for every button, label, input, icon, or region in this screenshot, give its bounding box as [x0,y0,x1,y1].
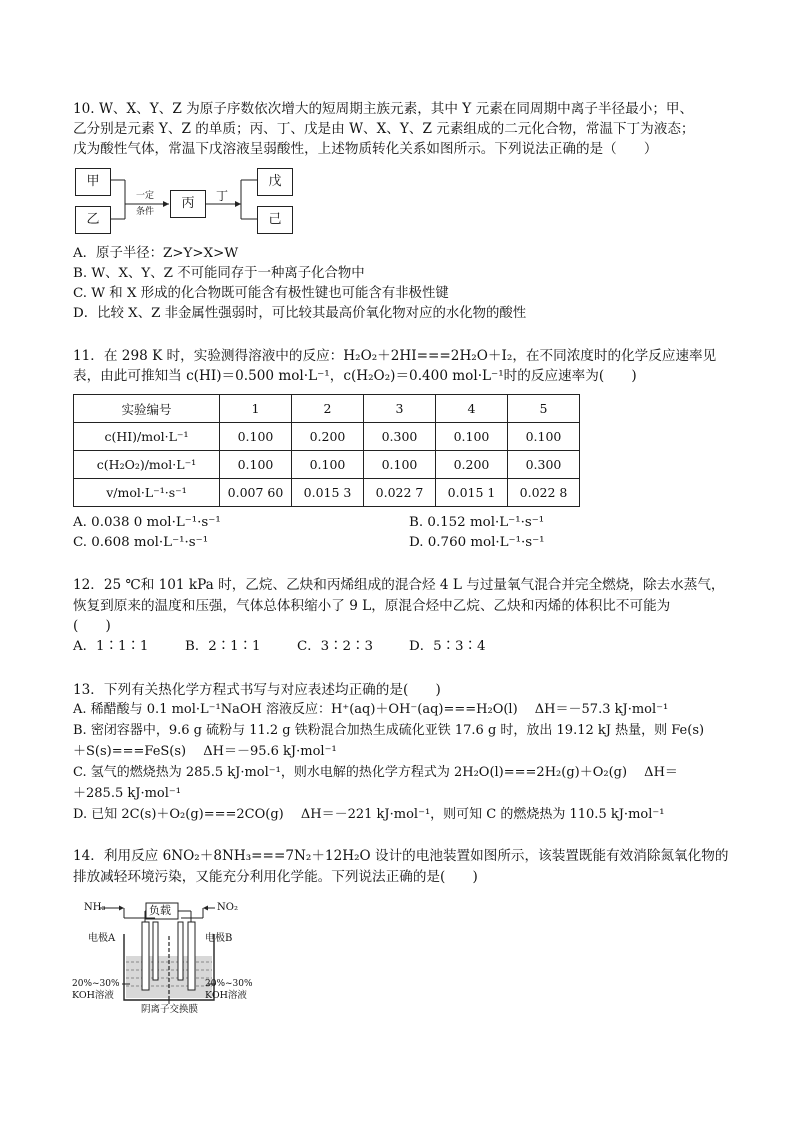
electrode-b-label: 电极B [205,933,233,944]
table-cell: 0.200 [292,423,364,451]
condition-line-2: 条件 [136,207,155,217]
q12-line-2: 恢复到原来的温度和压强，气体总体积缩小了 9 L，原混合烃中乙烷、乙炔和丙烯的体积比不可能为 [73,598,671,614]
table-header-row [74,395,580,423]
membrane-label: 阴离子交换膜 [141,1004,199,1015]
q11-option-b: B. 0.152 mol·L⁻¹·s⁻¹ [409,515,545,530]
table-cell: 0.100 [220,451,292,479]
table-header: 实验编号 [74,395,220,423]
q13-option-b-line-1: B. 密闭容器中，9.6 g 硫粉与 11.2 g 铁粉混合加热生成硫化亚铁 17.6 g 时，放出 19.12 kJ 热量，则 Fe(s) [73,723,705,738]
load-label: 负载 [149,904,171,917]
box-jia: 甲 [75,168,111,196]
q13-option-d: D. 已知 2C(s)＋O₂(g)===2CO(g) ΔH＝－221 kJ·mol⁻¹，则可知 C 的燃烧热为 110.5 kJ·mol⁻¹ [73,807,665,822]
q13-option-c-line-2: ＋285.5 kJ·mol⁻¹ [73,786,181,801]
q10-option-c: C. W 和 X 形成的化合物既可能含有极性键也可能含有非极性键 [73,286,449,301]
q11-option-d: D. 0.760 mol·L⁻¹·s⁻¹ [409,535,545,550]
table-header: 4 [436,395,508,423]
q10-line-1: 10. W、X、Y、Z 为原子序数依次增大的短周期主族元素，其中 Y 元素在同周期中离子半径最小；甲、 [73,101,694,117]
q10-line-2: 乙分别是元素 Y、Z 的单质；丙、丁、戊是由 W、X、Y、Z 元素组成的二元化合物，常温下丁为液态； [73,121,695,137]
koh-solution-left: KOH溶液 [72,990,114,1001]
table-cell: 0.100 [508,423,580,451]
table-cell: 0.022 7 [364,479,436,507]
q13-option-b-line-2: ＋S(s)===FeS(s) ΔH＝－95.6 kJ·mol⁻¹ [73,744,337,759]
table-cell: 0.200 [436,451,508,479]
q12-option-a: A．1∶1∶1 [73,639,149,654]
q13-option-a: A. 稀醋酸与 0.1 mol·L⁻¹NaOH 溶液反应：H⁺(aq)＋OH⁻(aq)===H₂O(l) ΔH＝－57.3 kJ·mol⁻¹ [73,702,669,717]
table-cell: 0.007 60 [220,479,292,507]
table-header: 1 [220,395,292,423]
condition-line-1: 一定 [136,191,155,201]
table-cell: 0.100 [364,451,436,479]
table-cell: 0.100 [436,423,508,451]
q11-line-2: 表，由此可推知当 c(HI)＝0.500 mol·L⁻¹，c(H₂O₂)＝0.400 mol·L⁻¹时的反应速率为( ) [73,368,637,384]
q12-line-1: 12．25 ℃和 101 kPa 时，乙烷、乙炔和丙烯组成的混合烃 4 L 与过量氧气混合并完全燃烧，除去水蒸气， [73,577,725,593]
box-bing: 丙 [170,190,206,218]
table-cell: v/mol·L⁻¹·s⁻¹ [74,479,220,507]
box-yi: 乙 [75,206,111,234]
table-row [74,423,580,451]
q10-option-d: D．比较 X、Z 非金属性强弱时，可比较其最高价氧化物对应的水化物的酸性 [73,306,527,321]
q11-option-c: C. 0.608 mol·L⁻¹·s⁻¹ [73,535,209,550]
table-cell: 0.300 [364,423,436,451]
rate-table [73,394,580,507]
table-cell: 0.100 [220,423,292,451]
q13-option-c-line-1: C. 氢气的燃烧热为 285.5 kJ·mol⁻¹，则水电解的热化学方程式为 2H₂O(l)===2H₂(g)＋O₂(g) ΔH＝ [73,765,678,780]
table-row [74,479,580,507]
q14-line-2: 排放减轻环境污染，又能充分利用化学能。下列说法正确的是( ) [73,869,478,885]
q12-option-d: D．5∶3∶4 [409,639,486,654]
q14-line-1: 14．利用反应 6NO₂＋8NH₃===7N₂＋12H₂O 设计的电池装置如图所示，该装置既能有效消除氮氧化物的 [73,848,729,864]
table-cell: 0.100 [292,451,364,479]
table-header: 3 [364,395,436,423]
koh-solution-right: KOH溶液 [205,990,247,1001]
q10-option-b: B. W、X、Y、Z 不可能同存于一种离子化合物中 [73,266,365,281]
no2-label: NO₂ [217,902,238,913]
q12-option-c: C．3∶2∶3 [297,639,373,654]
table-row [74,451,580,479]
concentration-right: 20%~30% [205,979,253,989]
table-cell: 0.015 3 [292,479,364,507]
concentration-left: 20%~30% [72,979,120,989]
nh3-label: NH₃ [84,902,106,913]
table-header: 5 [508,395,580,423]
q10-option-a: A．原子半径：Z>Y>X>W [73,246,239,261]
q11-line-1: 11．在 298 K 时，实验测得溶液中的反应：H₂O₂＋2HI===2H₂O＋I₂，在不同浓度时的化学反应速率见 [73,348,717,364]
electrode-a [142,922,149,990]
electrode-a-label: 电极A [88,933,116,944]
q11-option-a: A. 0.038 0 mol·L⁻¹·s⁻¹ [73,515,221,530]
q12-line-3: ( ) [73,618,111,634]
table-cell: 0.015 1 [436,479,508,507]
q12-option-b: B．2∶1∶1 [185,639,261,654]
q10-line-3: 戊为酸性气体，常温下戊溶液呈弱酸性，上述物质转化关系如图所示。下列说法正确的是（ ） [73,141,658,157]
table-cell: 0.300 [508,451,580,479]
table-cell: 0.022 8 [508,479,580,507]
table-cell: c(H₂O₂)/mol·L⁻¹ [74,451,220,479]
electrode-b [188,922,195,990]
reactant-ding: 丁 [216,189,229,203]
box-wu: 戊 [257,168,293,196]
q13-line-1: 13．下列有关热化学方程式书写与对应表述均正确的是( ) [73,682,441,698]
box-ji: 己 [257,206,293,234]
table-header: 2 [292,395,364,423]
table-cell: c(HI)/mol·L⁻¹ [74,423,220,451]
